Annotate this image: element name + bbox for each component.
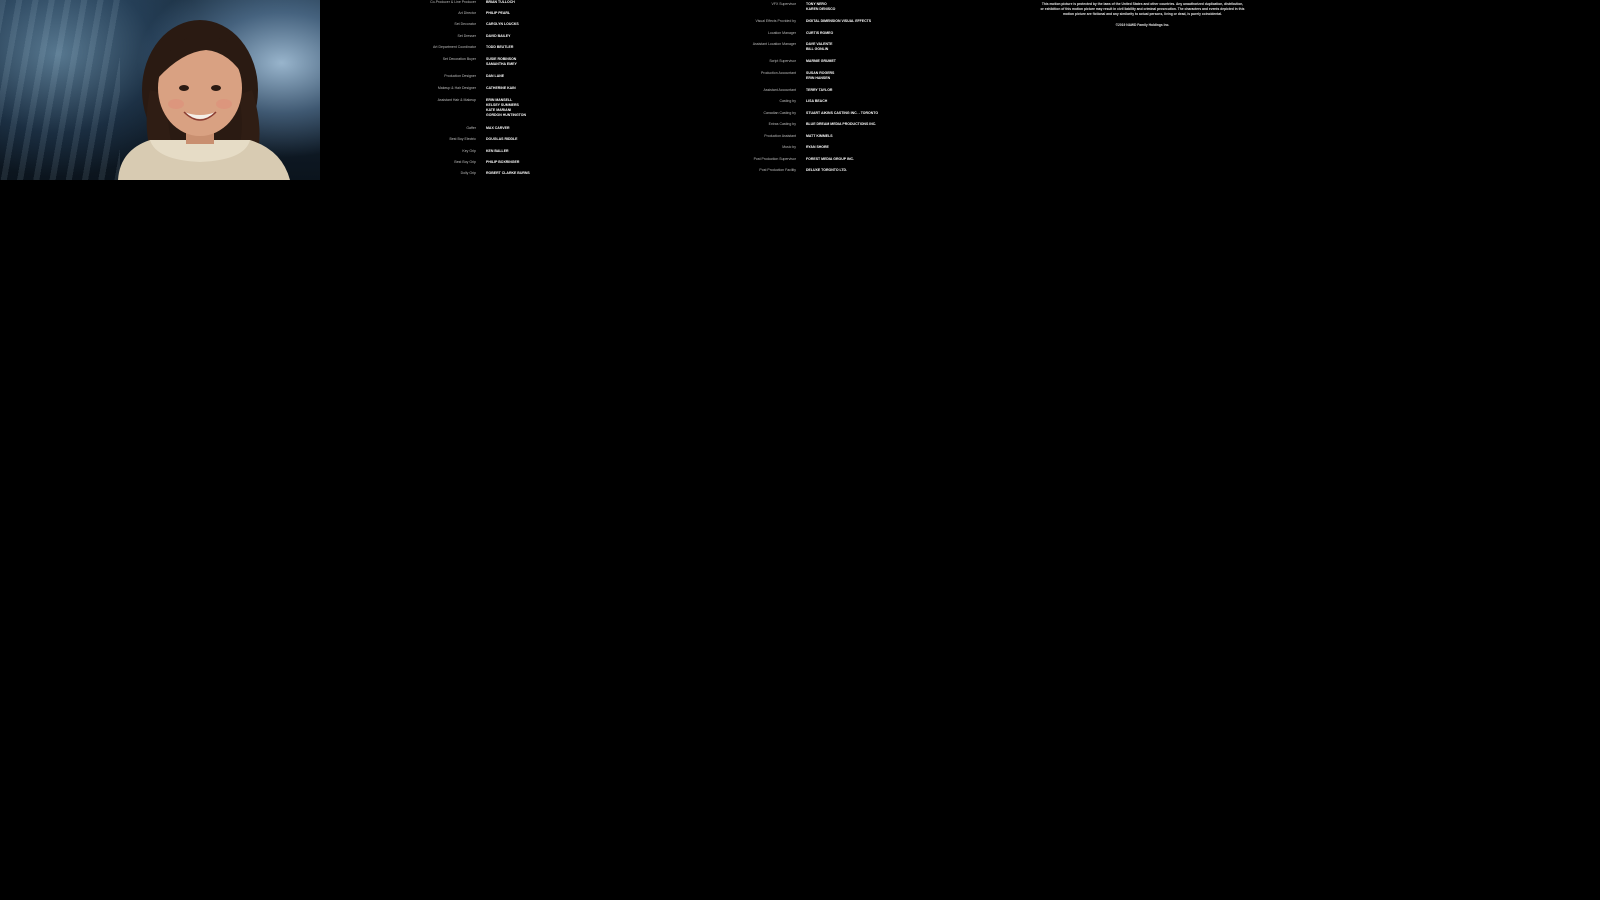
credit-role: Best Boy Electric: [449, 137, 476, 141]
credit-name-list: [486, 98, 526, 118]
credit-role: Canadian Casting by: [763, 111, 796, 115]
legal-paragraph: This motion picture is protected by the laws of the United States and other countries. Any unauthorized duplication, distribution, or exhibition of this motion picture may result in civil liability and criminal prosecution. The characters and events depicted in this motion picture are fictional and any similarity to actual persons, living or dead, is purely coincidental.: [1040, 2, 1245, 17]
credit-name: PHILIP PEARL: [486, 11, 511, 15]
credit-name: KAREN DENISCO: [806, 7, 836, 11]
credit-name: SAMANTHA EMEY: [486, 62, 517, 66]
credit-name: MATT KIMMELS: [806, 134, 833, 138]
credit-name: BILL GONLIN: [806, 47, 829, 51]
credit-name: CATHERINE KAIN: [486, 86, 516, 90]
credit-name: RYAN SHORE: [806, 145, 829, 149]
credit-name: BLUE DREAM MEDIA PRODUCTIONS INC.: [806, 122, 877, 126]
credit-name-list: [486, 149, 509, 154]
credit-name: STUART AIKINS CASTING INC. - TORONTO: [806, 111, 879, 115]
credit-name: MARNIE GRUMET: [806, 59, 836, 63]
credit-name: KATE MARIANI: [486, 108, 512, 112]
credit-name-list: [486, 137, 518, 142]
credit-name: SUSAN ROGERS: [806, 71, 835, 75]
credit-name-list: [806, 31, 833, 36]
credit-role: Extras Casting by: [768, 122, 796, 126]
credit-name-list: [806, 111, 878, 116]
credit-role: Set Decorator: [454, 22, 476, 26]
credit-name-list: [806, 42, 833, 52]
credit-role: Location Manager: [767, 31, 796, 35]
credit-role: Key Grip: [462, 149, 476, 153]
credit-name-list: [806, 145, 829, 150]
credit-name: TONY NERO: [806, 2, 827, 6]
credit-role: Production Accountant: [760, 71, 796, 75]
credit-name-list: [486, 86, 516, 91]
credit-name: TERRY TAYLOR: [806, 88, 833, 92]
copyright-notice: ©2019 NAWD Family Holdings Inc.: [1115, 22, 1170, 27]
credit-name: TODD BEUTLER: [486, 45, 514, 49]
credit-name-list: [486, 171, 530, 176]
credit-name-list: [806, 168, 847, 173]
credit-role: Production Assistant: [764, 134, 796, 138]
credit-name-list: [486, 57, 517, 67]
credit-name-list: [486, 11, 510, 16]
credit-name: GORDON HUNTINGTON: [486, 113, 526, 117]
credit-role: Gaffer: [466, 126, 476, 130]
credit-role: Makeup & Hair Designer: [437, 86, 476, 90]
credit-name-list: [486, 34, 510, 39]
credit-name-list: [806, 134, 833, 139]
credit-role: Art Director: [458, 11, 476, 15]
credit-role: VFX Supervisor: [771, 2, 796, 6]
credit-name: PHILIP BOXRINGER: [486, 160, 520, 164]
credit-name-list: [486, 160, 519, 165]
girl-portrait-icon: [0, 0, 320, 180]
credit-name: KELSEY SUMMERS: [486, 103, 519, 107]
credit-role: Script Supervisor: [769, 59, 796, 63]
credit-role: Art Department Coordinator: [433, 45, 476, 49]
credit-name: CAROLYN LOUCKS: [486, 22, 519, 26]
credit-name: DAN LANE: [486, 74, 505, 78]
credit-role: Visual Effects Provided by: [755, 19, 796, 23]
credit-role: Music by: [782, 145, 796, 149]
credit-name-list: [486, 22, 519, 27]
credit-role: Assistant Location Manager: [752, 42, 796, 46]
credit-name: DAVE VALENTE: [806, 42, 833, 46]
credit-role: Dolly Grip: [460, 171, 476, 175]
credit-name-list: [806, 157, 854, 162]
credit-role: Co-Producer & Line Producer: [430, 0, 476, 4]
credit-role: Assistant Accountant: [763, 88, 796, 92]
credit-name: CURTIS ROMEO: [806, 31, 834, 35]
credit-name-list: [486, 45, 513, 50]
credit-name: SUSIE ROBINSON: [486, 57, 517, 61]
credit-name: DIGITAL DIMENSION VISUAL EFFECTS: [806, 19, 872, 23]
credit-role: Post Production Facility: [759, 168, 796, 172]
credit-name: ERIN HANSEN: [806, 76, 831, 80]
credit-role: Post Production Supervisor: [753, 157, 796, 161]
credit-role: Production Designer: [444, 74, 476, 78]
photo-inset: [0, 0, 320, 180]
credit-name: DOUGLAS RIDDLE: [486, 137, 518, 141]
credit-role: Casting by: [779, 99, 796, 103]
credit-name-list: [806, 19, 871, 24]
credit-name: FOREST MEDIA GROUP INC.: [806, 157, 855, 161]
credit-name: LISA BEACH: [806, 99, 828, 103]
credit-name: BRIAN TULLOCH: [486, 0, 515, 4]
credit-role: Set Decoration Buyer: [442, 57, 476, 61]
legal-notice: [1040, 2, 1245, 28]
credit-name: DAVID BAILEY: [486, 34, 511, 38]
credit-name: MAX CARVER: [486, 126, 510, 130]
credit-name: DELUXE TORONTO LTD.: [806, 168, 848, 172]
credit-name-list: [806, 59, 836, 64]
credit-name-list: [806, 88, 832, 93]
credit-name: ERIN MANSELL: [486, 98, 513, 102]
credit-name-list: [806, 99, 827, 104]
credit-name-list: [806, 122, 876, 127]
credit-name-list: [486, 0, 515, 5]
credit-name-list: [486, 126, 509, 131]
credit-role: Assistant Hair & Makeup: [437, 98, 476, 102]
credit-name: ROBERT CLARKE BURNS: [486, 171, 530, 175]
credit-role: Best Boy Grip: [454, 160, 476, 164]
credit-name-list: [806, 71, 834, 81]
credit-name-list: [806, 2, 835, 12]
credit-name-list: [486, 74, 504, 79]
credit-role: Set Dresser: [457, 34, 476, 38]
credit-name: KEN BALLER: [486, 149, 509, 153]
